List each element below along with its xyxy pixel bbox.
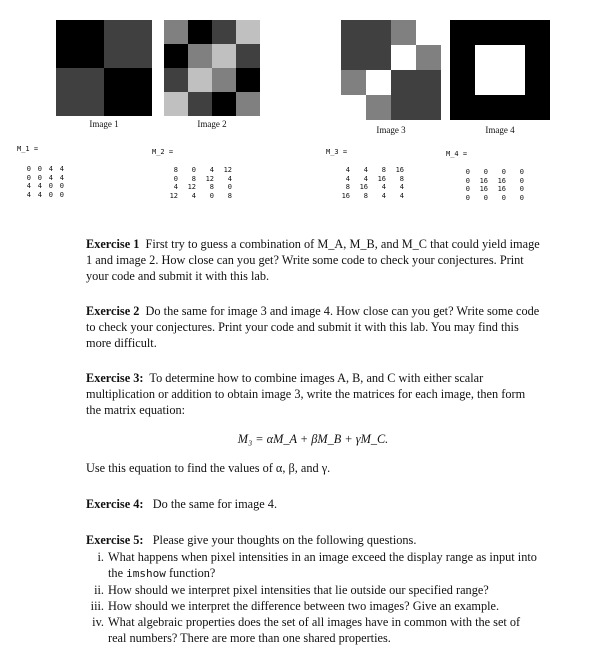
question-2-text: How should we interpret pixel intensities that lie outside our specified range? [108, 583, 489, 597]
image-1-pixel [128, 68, 152, 92]
image-3-pixel [341, 45, 366, 70]
image-2-pixel [164, 92, 188, 116]
matrix-2-cell: 8 [191, 174, 196, 183]
image-1-pixel [104, 68, 128, 92]
matrix-3-cell: 4 [399, 183, 404, 191]
image-4-pixel [500, 20, 525, 45]
matrix-1-row [20, 191, 64, 200]
image-2-pixel [188, 68, 212, 92]
image-2-pixel [188, 92, 212, 116]
image-1-pixel [128, 44, 152, 68]
matrix-3-cell: 16 [341, 191, 350, 200]
image-2-pixel [164, 44, 188, 68]
image-3-pixel [341, 95, 366, 120]
matrix-1-cell: 0 [26, 173, 31, 182]
question-3-text: How should we interpret the difference between two images? Give an example. [108, 599, 500, 613]
matrix-4-cell: 0 [465, 168, 470, 176]
image-2-pixel [212, 68, 236, 92]
matrix-4-row [452, 185, 524, 194]
exercise-5-title: Exercise 5: [86, 533, 144, 547]
matrix-2-cell: 0 [191, 166, 196, 174]
matrix-3-cell: 8 [345, 183, 350, 191]
exercise-4-text: Do the same for image 4. [152, 497, 278, 511]
image-2-caption: Image 2 [197, 119, 227, 129]
image-3-pixel [366, 95, 391, 120]
matrix-1-cell: 4 [59, 165, 64, 173]
matrix-3-row [332, 166, 404, 175]
image-1-pixel [80, 92, 104, 116]
image-1-pixel [128, 92, 152, 116]
matrix-3-cell: 4 [345, 166, 350, 174]
matrix-2-label: M_2 = [152, 148, 174, 156]
matrix-4-label: M_4 = [446, 150, 468, 158]
matrix-4-cell: 0 [519, 176, 524, 185]
image-1-pixel [56, 20, 80, 44]
image-4-caption: Image 4 [485, 125, 515, 135]
image-3-pixel [341, 70, 366, 95]
exercise-3-followup: Use this equation to find the values of α, β, and γ. [86, 461, 331, 475]
exercise-1-text: First try to guess a combination of M_A, M_B, and M_C that could yield image 1 and image 2. How close can you get? Write some code to check your conjectures. Print your code and submit it with this lab. [86, 237, 540, 283]
image-3-pixel [391, 70, 416, 95]
exercise-3 [86, 370, 540, 418]
image-2-pixel [164, 68, 188, 92]
image-1-pixel [56, 92, 80, 116]
image-1-pixel [80, 68, 104, 92]
matrix-2-cell: 0 [173, 174, 178, 183]
matrix-4-cell: 0 [519, 193, 524, 202]
matrix-3-cell: 4 [363, 174, 368, 183]
matrix-1-row [20, 182, 64, 191]
matrix-3-label: M_3 = [326, 148, 348, 156]
matrix-3-row [332, 175, 404, 184]
image-3-pixel [341, 20, 366, 45]
matrix-3-cell: 8 [363, 191, 368, 200]
matrix-2-cell: 4 [209, 166, 214, 174]
matrix-3-cell: 4 [399, 191, 404, 200]
matrix-1-cell: 4 [37, 182, 42, 190]
matrix-1-cell: 0 [48, 190, 53, 199]
matrix-4-row [452, 168, 524, 177]
exercise-3-equation: M₃ = αM_A + βM_B + γM_C. [237, 432, 389, 446]
matrix-3-cell: 16 [377, 174, 386, 183]
matrix-1-cell: 4 [37, 190, 42, 199]
image-4-pixel [525, 95, 550, 120]
image-3 [341, 20, 441, 120]
image-3-pixel [416, 20, 441, 45]
image-1-pixel [56, 68, 80, 92]
matrix-2-row [160, 175, 232, 184]
matrix-2-row [160, 192, 232, 201]
matrix-2-cell: 12 [205, 174, 214, 183]
image-4-pixel [525, 70, 550, 95]
image-4-pixel [475, 20, 500, 45]
question-1-text-pre: What happens when pixel intensities in an image exceed the display range as input into the [108, 550, 537, 580]
matrix-1-cell: 4 [48, 165, 53, 173]
matrix-2-cell: 0 [227, 183, 232, 191]
question-4 [92, 614, 540, 646]
question-3 [90, 598, 540, 614]
matrix-1-row [20, 165, 64, 174]
question-2 [94, 582, 540, 598]
exercise-5 [86, 532, 540, 548]
question-4-text: What algebraic properties does the set of all images have in common with the set of real numbers? There are more than one shared properties. [108, 615, 521, 645]
image-2-pixel [236, 68, 260, 92]
question-1 [97, 549, 540, 582]
image-3-pixel [416, 70, 441, 95]
image-2 [164, 20, 260, 116]
image-4 [450, 20, 550, 120]
matrix-2-cell: 8 [227, 191, 232, 200]
matrix-3-cell: 8 [381, 166, 386, 174]
matrix-4-cell: 0 [465, 185, 470, 193]
image-4-pixel [500, 45, 525, 70]
image-3-pixel [416, 95, 441, 120]
matrix-2-cell: 4 [227, 174, 232, 183]
image-1-caption: Image 1 [89, 119, 119, 129]
exercise-3-text: To determine how to combine images A, B, and C with either scalar multiplication or addition to obtain image 3, write the matrices for each image, then form the matrix equation: [86, 371, 526, 417]
matrix-4 [452, 168, 524, 202]
matrix-1-cell: 4 [26, 190, 31, 199]
matrix-3-cell: 4 [381, 191, 386, 200]
image-4-pixel [450, 70, 475, 95]
matrix-1-row [20, 174, 64, 183]
matrix-4-cell: 16 [497, 185, 506, 193]
image-2-pixel [236, 44, 260, 68]
matrix-4-cell: 0 [519, 185, 524, 193]
image-3-pixel [366, 70, 391, 95]
image-1-pixel [56, 44, 80, 68]
matrix-4-cell: 0 [465, 176, 470, 185]
matrix-4-cell: 0 [465, 193, 470, 202]
image-3-pixel [366, 20, 391, 45]
image-1-pixel [104, 92, 128, 116]
image-3-pixel [416, 45, 441, 70]
question-list [90, 549, 540, 646]
image-1-pixel [104, 20, 128, 44]
matrix-1-cell: 0 [59, 182, 64, 190]
image-4-pixel [475, 95, 500, 120]
matrix-3-cell: 4 [381, 183, 386, 191]
image-2-pixel [236, 20, 260, 44]
matrix-1-cell: 0 [59, 190, 64, 199]
matrix-3 [332, 166, 404, 200]
image-1-pixel [128, 20, 152, 44]
image-3-pixel [391, 45, 416, 70]
matrix-2-cell: 12 [169, 191, 178, 200]
image-4-pixel [525, 20, 550, 45]
question-1-number: i. [97, 550, 104, 564]
image-2-pixel [236, 92, 260, 116]
image-2-pixel [188, 20, 212, 44]
image-4-pixel [450, 45, 475, 70]
matrix-4-cell: 16 [497, 176, 506, 185]
matrix-3-row [332, 183, 404, 192]
image-4-pixel [450, 20, 475, 45]
matrix-2-cell: 4 [191, 191, 196, 200]
matrix-1 [20, 165, 64, 199]
matrix-1-cell: 4 [26, 182, 31, 190]
question-4-number: iv. [92, 615, 104, 629]
matrix-1-label: M_1 = [17, 145, 39, 153]
matrix-4-cell: 16 [479, 176, 488, 185]
matrix-1-cell: 0 [48, 182, 53, 190]
matrix-3-cell: 16 [395, 166, 404, 174]
matrix-4-cell: 16 [479, 185, 488, 193]
image-3-pixel [391, 20, 416, 45]
image-2-pixel [188, 44, 212, 68]
matrix-2-row [160, 166, 232, 175]
image-4-pixel [475, 70, 500, 95]
matrix-3-row [332, 192, 404, 201]
matrix-1-cell: 4 [59, 173, 64, 182]
image-4-pixel [475, 45, 500, 70]
matrix-1-cell: 0 [26, 165, 31, 173]
image-1-pixel [80, 44, 104, 68]
image-1 [56, 20, 152, 116]
image-1-pixel [80, 20, 104, 44]
matrix-1-cell: 0 [37, 173, 42, 182]
matrix-2-row [160, 183, 232, 192]
question-1-code: imshow [126, 567, 166, 580]
matrix-3-cell: 8 [399, 174, 404, 183]
exercise-1-title: Exercise 1 [86, 237, 140, 251]
image-2-pixel [212, 44, 236, 68]
matrix-4-row [452, 194, 524, 203]
image-4-pixel [500, 70, 525, 95]
exercise-4-title: Exercise 4: [86, 497, 144, 511]
image-3-pixel [391, 95, 416, 120]
matrix-1-cell: 0 [37, 165, 42, 173]
matrix-2-cell: 12 [223, 166, 232, 174]
matrix-4-cell: 0 [519, 168, 524, 176]
matrix-2-cell: 8 [209, 183, 214, 191]
image-3-pixel [366, 45, 391, 70]
image-3-caption: Image 3 [376, 125, 406, 135]
question-2-number: ii. [94, 583, 104, 597]
exercise-1 [86, 236, 540, 284]
image-2-pixel [212, 92, 236, 116]
exercise-3-title: Exercise 3: [86, 371, 144, 385]
image-4-pixel [525, 45, 550, 70]
image-2-pixel [212, 20, 236, 44]
matrix-2 [160, 166, 232, 200]
matrix-3-cell: 4 [345, 174, 350, 183]
matrix-1-cell: 4 [48, 173, 53, 182]
image-4-pixel [500, 95, 525, 120]
matrix-2-cell: 4 [173, 183, 178, 191]
exercise-2-text: Do the same for image 3 and image 4. How close can you get? Write some code to check your conjectures. Print your code and submit it with this lab. You may find this more difficult. [86, 304, 540, 350]
exercise-4 [86, 496, 540, 512]
image-4-pixel [450, 95, 475, 120]
exercise-5-text: Please give your thoughts on the following questions. [152, 533, 417, 547]
image-1-pixel [104, 44, 128, 68]
matrix-4-cell: 0 [483, 193, 488, 202]
matrix-4-row [452, 177, 524, 186]
matrix-3-cell: 16 [359, 183, 368, 191]
matrix-4-cell: 0 [501, 168, 506, 176]
matrix-2-cell: 0 [209, 191, 214, 200]
question-1-text-post: function? [168, 566, 216, 580]
question-3-number: iii. [90, 599, 104, 613]
exercise-2-title: Exercise 2 [86, 304, 140, 318]
matrix-3-cell: 4 [363, 166, 368, 174]
matrix-4-cell: 0 [483, 168, 488, 176]
exercise-2 [86, 303, 540, 351]
matrix-4-cell: 0 [501, 193, 506, 202]
image-2-pixel [164, 20, 188, 44]
matrix-2-cell: 8 [173, 166, 178, 174]
matrix-2-cell: 12 [187, 183, 196, 191]
